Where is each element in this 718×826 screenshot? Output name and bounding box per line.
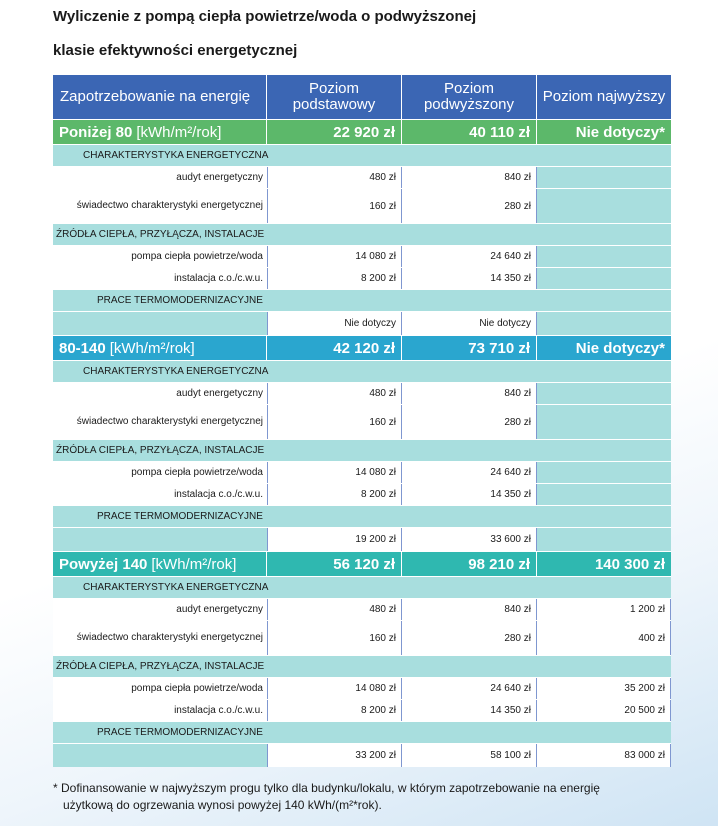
table-row (53, 311, 671, 335)
section-head-above-140 (53, 551, 671, 576)
category-row (53, 223, 671, 245)
category-row (53, 721, 671, 743)
section-head-80-140 (53, 335, 671, 360)
footnote-line2: użytkową do ogrzewania wynosi powyżej 140 kWh/(m²*rok). (63, 798, 382, 812)
cell-basic: 8 200 zł (267, 700, 402, 721)
category-label: ŹRÓDŁA CIEPŁA, PRZYŁĄCZA, INSTALACJE (53, 224, 537, 245)
category-label: CHARAKTERYSTYKA ENERGETYCZNA (53, 361, 537, 382)
cell-highest (537, 312, 671, 335)
section-highest-total: 140 300 zł (594, 555, 665, 573)
row-label: świadectwo charakterystyki energetycznej (53, 405, 267, 439)
table-row (53, 527, 671, 551)
header-basic-level: Poziom podstawowy (267, 75, 402, 119)
table-row (53, 620, 671, 655)
table-row (53, 404, 671, 439)
cell-basic: 160 zł (267, 189, 402, 223)
section-label: Powyżej 140 (59, 555, 148, 573)
cell-basic: 160 zł (267, 405, 402, 439)
category-row (53, 289, 671, 311)
cell-highest (537, 167, 671, 188)
cell-basic: 8 200 zł (267, 268, 402, 289)
cell-highest: 35 200 zł (537, 678, 671, 699)
section-highest-total: Nie dotyczy* (575, 123, 665, 141)
row-label: pompa ciepła powietrze/woda (53, 462, 267, 483)
cell-basic: 14 080 zł (267, 246, 402, 267)
page-title-line1: Wyliczenie z pompą ciepła powietrze/woda o podwyższonej (53, 8, 477, 25)
category-label: ŹRÓDŁA CIEPŁA, PRZYŁĄCZA, INSTALACJE (53, 440, 537, 461)
cell-raised: 14 350 zł (402, 700, 537, 721)
row-label: świadectwo charakterystyki energetycznej (53, 621, 267, 655)
table-row (53, 743, 671, 767)
table-row (53, 598, 671, 620)
category-row (53, 144, 671, 166)
row-label: pompa ciepła powietrze/woda (53, 678, 267, 699)
footnote (53, 780, 600, 814)
footnote-line1: * Dofinansowanie w najwyższym progu tylko dla budynku/lokalu, w którym zapotrzebowanie na energię (53, 781, 600, 795)
cell-raised: 280 zł (402, 621, 537, 655)
table-header (53, 75, 671, 119)
row-label: audyt energetyczny (53, 167, 267, 188)
cell-highest: 400 zł (537, 621, 671, 655)
cell-basic: Nie dotyczy (267, 312, 402, 335)
category-label: PRACE TERMOMODERNIZACYJNE (53, 506, 537, 527)
cell-highest (537, 268, 671, 289)
section-basic-total: 22 920 zł (267, 120, 402, 144)
category-label: ŹRÓDŁA CIEPŁA, PRZYŁĄCZA, INSTALACJE (53, 656, 671, 677)
cell-basic: 14 080 zł (267, 462, 402, 483)
cell-highest: 83 000 zł (537, 744, 671, 767)
table-row (53, 382, 671, 404)
table-row (53, 188, 671, 223)
cell-raised: 24 640 zł (402, 246, 537, 267)
header-raised-level: Poziom podwyższony (402, 75, 537, 119)
row-label: pompa ciepła powietrze/woda (53, 246, 267, 267)
section-unit: [kWh/m²/rok] (109, 339, 195, 357)
cell-raised: 14 350 zł (402, 268, 537, 289)
category-row (53, 655, 671, 677)
row-label: audyt energetyczny (53, 599, 267, 620)
table-row (53, 461, 671, 483)
cell-raised: 280 zł (402, 189, 537, 223)
category-row (53, 576, 671, 598)
category-row (53, 505, 671, 527)
section-raised-total: 98 210 zł (402, 552, 537, 576)
table-row (53, 677, 671, 699)
row-label: instalacja c.o./c.w.u. (53, 268, 267, 289)
cell-raised: 58 100 zł (402, 744, 537, 767)
cell-basic: 14 080 zł (267, 678, 402, 699)
category-row (53, 439, 671, 461)
cell-basic: 480 zł (267, 383, 402, 404)
section-raised-total: 73 710 zł (402, 336, 537, 360)
cell-basic: 8 200 zł (267, 484, 402, 505)
table-row (53, 483, 671, 505)
table-row (53, 245, 671, 267)
section-head-below-80 (53, 119, 671, 144)
row-label: audyt energetyczny (53, 383, 267, 404)
row-label: instalacja c.o./c.w.u. (53, 484, 267, 505)
section-unit: [kWh/m²/rok] (136, 123, 222, 141)
page-title-line2: klasie efektywności energetycznej (53, 42, 298, 59)
cell-raised: 24 640 zł (402, 462, 537, 483)
funding-table (53, 74, 671, 767)
cell-basic: 33 200 zł (267, 744, 402, 767)
section-raised-total: 40 110 zł (402, 120, 537, 144)
cell-highest (537, 484, 671, 505)
cell-highest (537, 405, 671, 439)
cell-highest: 20 500 zł (537, 700, 671, 721)
table-row (53, 699, 671, 721)
cell-raised: 280 zł (402, 405, 537, 439)
category-label: CHARAKTERYSTYKA ENERGETYCZNA (53, 577, 671, 598)
cell-basic: 480 zł (267, 167, 402, 188)
table-row (53, 267, 671, 289)
cell-highest (537, 528, 671, 551)
table-row (53, 166, 671, 188)
cell-basic: 19 200 zł (267, 528, 402, 551)
cell-raised: 840 zł (402, 167, 537, 188)
cell-raised: 14 350 zł (402, 484, 537, 505)
category-label: PRACE TERMOMODERNIZACYJNE (53, 290, 537, 311)
section-unit: [kWh/m²/rok] (151, 555, 237, 573)
header-highest-level: Poziom najwyższy (542, 88, 666, 105)
row-label: świadectwo charakterystyki energetycznej (53, 189, 267, 223)
row-label: instalacja c.o./c.w.u. (53, 700, 267, 721)
section-basic-total: 56 120 zł (267, 552, 402, 576)
cell-raised: Nie dotyczy (402, 312, 537, 335)
cell-raised: 840 zł (402, 599, 537, 620)
cell-raised: 33 600 zł (402, 528, 537, 551)
section-highest-total: Nie dotyczy* (575, 339, 665, 357)
category-row (53, 360, 671, 382)
section-label: 80-140 (59, 339, 106, 357)
section-label: Poniżej 80 (59, 123, 133, 141)
cell-highest (537, 383, 671, 404)
cell-basic: 160 zł (267, 621, 402, 655)
cell-highest (537, 246, 671, 267)
cell-highest: 1 200 zł (537, 599, 671, 620)
category-label: PRACE TERMOMODERNIZACYJNE (53, 722, 671, 743)
cell-raised: 24 640 zł (402, 678, 537, 699)
cell-raised: 840 zł (402, 383, 537, 404)
cell-basic: 480 zł (267, 599, 402, 620)
header-energy-demand: Zapotrzebowanie na energię (53, 75, 267, 119)
cell-highest (537, 462, 671, 483)
category-label: CHARAKTERYSTYKA ENERGETYCZNA (53, 145, 537, 166)
section-basic-total: 42 120 zł (267, 336, 402, 360)
cell-highest (537, 189, 671, 223)
